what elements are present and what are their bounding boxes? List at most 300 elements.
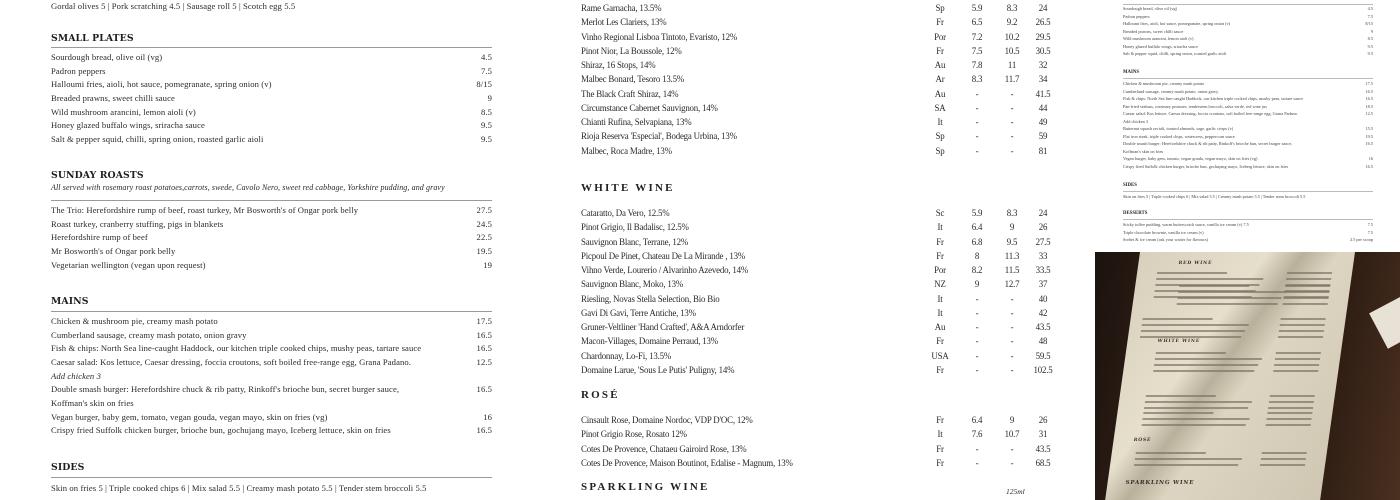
item-name: Koffman's skin on fries [1123, 148, 1164, 154]
bottle-price: 43.5 [1035, 322, 1051, 332]
glass-small: - [975, 457, 979, 468]
photo-price-line [1284, 291, 1329, 293]
item-price: 9 [487, 92, 492, 103]
wine-name: Shiraz, 16 Stops, 14% [581, 60, 656, 70]
wine-row [581, 1, 1061, 15]
menu-item [51, 51, 492, 65]
menu-item [1123, 103, 1373, 111]
glass-large: 9 [1009, 222, 1015, 233]
item-price: 18.5 [1365, 103, 1373, 109]
bottle-price: 33 [1038, 250, 1048, 261]
glass-small: 6.5 [971, 17, 983, 28]
photo-text-line [1141, 330, 1245, 332]
wine-row [581, 72, 1061, 86]
menu-item [51, 370, 492, 384]
wine-name: Vihno Verde, Lourerio / Alvarinho Azevedo, 14% [581, 265, 749, 275]
menu-item [51, 342, 492, 356]
photo-text-line [1153, 370, 1254, 372]
glass-small: - [975, 145, 979, 156]
sunday-roasts-subtitle: All served with rosemary roast potatoes,carrots, swede, Cavolo Nero, sweet red cabbage, Yorkshire pudding, and gravy [51, 183, 445, 192]
bottle-price: 30.5 [1035, 45, 1051, 56]
glass-small: 7.6 [971, 429, 983, 440]
menu-item [1123, 80, 1373, 88]
sides-line: Skin on fries 5 | Triple cooked chips 6 | Mix salad 5.5 | Creamy mash potato 5.5 | Tender stem broccoli 5.5 [51, 483, 427, 493]
item-price: 17.5 [1365, 81, 1373, 86]
country: Sp [935, 3, 945, 13]
wine-name: Rame Garnacha, 13.5% [581, 3, 662, 13]
wine-row [581, 306, 1061, 320]
photo-text-line [1142, 418, 1249, 420]
item-name: Sourdough bread, olive oil (vg) [1123, 6, 1178, 11]
photo-price-line [1270, 395, 1315, 397]
menu-item [1123, 35, 1373, 43]
wine-row [581, 101, 1061, 115]
wine-name: Vinho Regional Lisboa Tintoto, Evaristo, 12% [581, 31, 738, 42]
country: SA [934, 102, 946, 113]
photo-text-line [1142, 324, 1249, 326]
item-name: Add chicken 3 [51, 370, 101, 381]
menu-item [1123, 88, 1373, 96]
country: Au [934, 88, 946, 99]
bottle-price: 42 [1038, 307, 1048, 318]
menu-item [51, 65, 492, 79]
item-name: Sourdough bread, olive oil (vg) [51, 52, 163, 62]
menu-item [51, 329, 492, 343]
item-name: Caesar salad: Kos lettuce, Caesar dressing, foccia croutons, soft boiled free-range egg, Grana Padano. [51, 356, 412, 367]
item-name: Chicken & mushroom pie, creamy mash potato [1123, 81, 1205, 86]
country: Fr [936, 45, 944, 56]
thumb-mains-list [1123, 80, 1373, 170]
rose-heading: ROSÉ [581, 389, 620, 401]
menu-item [51, 106, 492, 120]
photo-price-line [1261, 458, 1306, 460]
divider [51, 311, 492, 312]
menu-item [51, 397, 492, 411]
item-price: 7.5 [1367, 222, 1373, 227]
wine-name: Domaine Larue, 'Sous Le Putis' Puligny, 14% [581, 364, 735, 375]
photo-heading: SPARKLING WINE [1125, 480, 1195, 486]
bottle-price: 27.5 [1035, 236, 1051, 247]
photo-price-line [1276, 352, 1321, 354]
item-name: Flat iron steak, triple cooked chips, watercress, peppercorn sauce [1123, 133, 1235, 139]
photo-heading: WHITE WINE [1157, 339, 1201, 344]
glass-small: - [975, 102, 979, 113]
glass-small: - [975, 322, 979, 332]
bottle-price: 59 [1038, 131, 1048, 142]
glass-small: 5.9 [971, 3, 983, 13]
photo-price-line [1268, 407, 1313, 409]
menu-item [1123, 236, 1373, 244]
glass-large: 9 [1009, 415, 1015, 425]
glass-large: 11.7 [1004, 74, 1020, 85]
glass-small: 8.3 [971, 74, 983, 85]
bottle-price: 43.5 [1035, 443, 1051, 454]
item-price: 8.5 [1367, 36, 1373, 41]
glass-small: - [975, 364, 979, 375]
glass-large: - [1010, 336, 1014, 347]
menu-item [51, 411, 492, 425]
item-name: Triple chocolate brownie, vanilla ice cream (v) [1123, 229, 1204, 235]
country: Fr [936, 250, 944, 261]
glass-large: - [1010, 307, 1014, 318]
country: Fr [936, 236, 944, 247]
photo-text-line [1179, 285, 1249, 287]
item-name: Herefordshire rump of beef [51, 232, 148, 243]
glass-large: 8.3 [1006, 208, 1018, 218]
item-price: 12.5 [476, 356, 492, 367]
glass-large: - [1010, 145, 1014, 156]
item-price: 15.5 [1365, 126, 1373, 131]
menu-item [1123, 50, 1373, 58]
country: Fr [936, 17, 944, 28]
glass-small: - [975, 443, 979, 454]
menu-item [51, 119, 492, 133]
glass-small: - [975, 307, 979, 318]
item-name: Double smash burger: Herefordshire chuck & rib patty, Rinkoff's brioche bun, secret burger sauce, [51, 384, 400, 395]
country: It [937, 307, 943, 318]
photo-heading: ROSÉ [1133, 438, 1152, 443]
item-price: 16.5 [476, 329, 492, 340]
menu-item [1123, 125, 1373, 133]
glass-large: 11 [1007, 60, 1017, 70]
item-price: 8/15 [1365, 21, 1373, 26]
wine-name: Merlot Les Clariers, 13% [581, 17, 667, 28]
item-name: Cumberland sausage, creamy mash potato, onion gravy [51, 329, 247, 340]
item-price: 16.5 [476, 384, 492, 395]
country: Fr [936, 443, 944, 454]
wine-name: Gruner-Veltliner 'Hand Crafted', A&A Arndorfer [581, 322, 745, 332]
wine-row [581, 456, 1061, 470]
menu-item [51, 424, 492, 438]
wine-row [581, 263, 1061, 277]
item-price: 12.5 [1365, 111, 1373, 116]
glass-large: - [1010, 293, 1014, 304]
wine-name: Cotes De Provence, Chataeu Gairoird Rose, 13% [581, 443, 747, 454]
photo-text-line [1140, 336, 1241, 338]
wine-row [581, 206, 1061, 220]
glass-small: 8 [974, 250, 980, 261]
item-price: 9.5 [480, 120, 492, 131]
photo-text-line [1156, 352, 1226, 354]
item-name: Sticky toffee pudding, warm butterscotch sauce, vanilla ice cream (v) 7.5 [1123, 222, 1249, 227]
mains-list [51, 315, 492, 438]
wine-name: Malbec Bonard, Tesoro 13.5% [581, 74, 685, 85]
item-price: 8/15 [476, 79, 492, 90]
menu-item [1123, 155, 1373, 163]
photo-text-line [1142, 424, 1246, 426]
wine-row [581, 320, 1061, 334]
bottle-price: 26 [1038, 415, 1048, 425]
wine-row [581, 58, 1061, 72]
glass-large: 10.2 [1004, 31, 1020, 42]
glass-small: - [975, 131, 979, 142]
mains-heading: MAINS [51, 296, 89, 307]
glass-large: 9.2 [1006, 17, 1018, 28]
menu-item [51, 78, 492, 92]
menu-item [1123, 118, 1373, 126]
bottle-price: 31 [1038, 429, 1048, 440]
item-price: 16 [1368, 156, 1373, 161]
divider [51, 477, 492, 478]
small-plates-heading: SMALL PLATES [51, 33, 134, 44]
bottle-price: 33.5 [1035, 265, 1051, 275]
wine-row [581, 277, 1061, 291]
menu-item [1123, 140, 1373, 148]
photo-price-line [1269, 401, 1314, 403]
thumb-desserts-heading: DESSERTS [1123, 211, 1148, 216]
menu-item [1123, 13, 1373, 21]
wine-row [581, 349, 1061, 363]
photo-price-line [1266, 418, 1311, 420]
bottle-price: 34 [1038, 74, 1048, 85]
item-name: Halloumi fries, aioli, hot sauce, pomegranate, spring onion (v) [1123, 21, 1231, 26]
divider [1123, 78, 1373, 79]
wine-row [581, 30, 1061, 44]
glass-large: 11.3 [1004, 250, 1020, 261]
item-price: 16.5 [1365, 88, 1373, 94]
wine-name: Pinot Nior, La Boussole, 12% [581, 45, 682, 56]
photo-price-line [1280, 324, 1325, 326]
glass-large: - [1010, 443, 1014, 454]
wine-name: Picpoul De Pinet, Chateau De La Mirande , 13% [581, 250, 746, 261]
menu-item [51, 315, 492, 329]
paper-card [1369, 285, 1400, 348]
bottle-price: 48 [1038, 336, 1048, 347]
bottle-price: 24 [1038, 3, 1048, 13]
item-name: Vegan burger, baby gem, tomato, vegan gouda, vegan mayo, skin on fries (vg) [51, 411, 328, 422]
glass-small: - [975, 336, 979, 347]
photo-text-line [1156, 278, 1263, 280]
menu-item [51, 204, 492, 218]
glass-large: - [1010, 364, 1014, 375]
item-name: Caesar salad: Kos lettuce, Caesar dressing, foccia croutons, soft boiled free-range egg, Grana Padano. [1123, 111, 1298, 116]
glass-small: 6.4 [971, 222, 983, 233]
wine-row [581, 115, 1061, 129]
wine-name: Cotes De Provence, Maison Boutinot, Edalise - Magnum, 13% [581, 457, 793, 468]
wine-name: The Black Craft Shiraz, 14% [581, 88, 679, 99]
wine-row [581, 442, 1061, 456]
wine-name: Cinsault Rose, Domaine Nordoc, VDP D'OC, 12% [581, 415, 753, 425]
glass-large: - [1010, 88, 1014, 99]
item-price: 9.5 [480, 133, 492, 144]
bottle-price: 41.5 [1035, 88, 1051, 99]
photo-price-line [1262, 452, 1307, 454]
divider [1123, 219, 1373, 220]
item-name: Halloumi fries, aioli, hot sauce, pomegranate, spring onion (v) [51, 79, 272, 90]
country: Ar [935, 74, 945, 85]
item-name: Koffman's skin on fries [51, 397, 134, 408]
item-price: 4.5 [480, 52, 492, 62]
item-name: Double smash burger: Herefordshire chuck & rib patty, Rinkoff's brioche bun, secret burger sauce, [1123, 141, 1293, 146]
menu-item [51, 383, 492, 397]
glass-large: - [1010, 457, 1014, 468]
country: It [937, 222, 943, 233]
bottle-price: 81 [1038, 145, 1048, 156]
wine-name: Sauvignon Blanc, Terrane, 12% [581, 236, 689, 247]
bottle-price: 44 [1038, 102, 1048, 113]
photo-text-line [1178, 291, 1285, 293]
item-name: The Trio: Herefordshire rump of beef, roast turkey, Mr Bosworth's of Ongar pork belly [51, 205, 359, 215]
glass-small: 5.9 [971, 208, 983, 218]
photo-text-line [1146, 395, 1216, 397]
photo-text-line [1134, 464, 1238, 466]
photo-text-line [1155, 358, 1262, 360]
country: Fr [936, 336, 944, 347]
menu-item [1123, 5, 1373, 13]
item-name: Crispy fried Suffolk chicken burger, brioche bun, gochujang mayo, Iceberg lettuce, skin on fries [51, 425, 391, 436]
thumb-desserts-list [1123, 221, 1373, 244]
glass-large: - [1010, 350, 1014, 361]
photo-price-line [1281, 318, 1326, 320]
menu-item [1123, 148, 1373, 156]
glass-small: 8.2 [971, 265, 983, 275]
wine-row [581, 413, 1061, 427]
menu-item [1123, 43, 1373, 51]
menu-item [1123, 229, 1373, 237]
photo-text-line [1144, 407, 1248, 409]
menu-item [51, 245, 492, 259]
item-name: Salt & pepper squid, chilli, spring onion, roasted garlic aioli [1123, 51, 1227, 56]
photo-text-line [1177, 303, 1278, 305]
item-price: 27.5 [476, 205, 492, 215]
glass-large: - [1010, 131, 1014, 142]
item-name: Roast turkey, cranberry stuffing, pigs in blankets [51, 218, 224, 229]
country: Fr [936, 364, 944, 375]
glass-large: 10.5 [1004, 45, 1020, 56]
glass-size-label: 125ml [1006, 487, 1025, 496]
wine-row [581, 292, 1061, 306]
country: Au [934, 60, 946, 70]
photo-price-line [1283, 297, 1328, 299]
country: Au [934, 322, 946, 332]
menu-item [1123, 28, 1373, 36]
glass-small: 6.4 [971, 415, 983, 425]
country: Sp [935, 145, 945, 156]
wine-name: Cataratto, Da Vero, 12.5% [581, 208, 670, 218]
wine-name: Chianti Rufina, Selvapiana, 13% [581, 117, 692, 127]
photo-text-line [1157, 272, 1227, 274]
item-price: 4.5 [1367, 6, 1373, 11]
item-name: Salt & pepper squid, chilli, spring onion, roasted garlic aioli [51, 133, 264, 144]
item-price: 16.5 [476, 425, 492, 436]
photo-price-line [1260, 464, 1305, 466]
wine-row [581, 235, 1061, 249]
nibbles-line: Gordal olives 5 | Pork scratching 4.5 | Sausage roll 5 | Scotch egg 5.5 [51, 1, 296, 11]
wine-row [581, 220, 1061, 234]
country: Por [934, 31, 946, 42]
glass-large: - [1010, 322, 1014, 332]
wine-row [581, 427, 1061, 441]
photo-text-line [1177, 297, 1281, 299]
bottle-price: 32 [1038, 60, 1048, 70]
sunday-roasts-list [51, 204, 492, 272]
thumb-small-plates-list [1123, 5, 1373, 58]
wine-row [581, 334, 1061, 348]
country: It [937, 429, 943, 440]
menu-item [51, 356, 492, 370]
divider [51, 200, 492, 201]
item-price: 22.5 [476, 232, 492, 243]
menu-item [51, 92, 492, 106]
glass-small: 9 [974, 279, 980, 290]
item-name: Honey glazed buffalo wings, sriracha sauce [51, 120, 205, 131]
wine-name: Circumstance Cabernet Sauvignon, 14% [581, 102, 718, 113]
country: Fr [936, 457, 944, 468]
item-name: Honey glazed buffalo wings, sriracha sauce [1123, 43, 1198, 49]
paper-menu [1103, 252, 1355, 500]
menu-item [51, 231, 492, 245]
bottle-price: 26.5 [1035, 17, 1051, 28]
photo-price-line [1266, 424, 1311, 426]
country: Por [934, 265, 946, 275]
bottle-price: 26 [1038, 222, 1048, 233]
country: NZ [934, 279, 946, 290]
item-name: Vegan burger, baby gem, tomato, vegan gouda, vegan mayo, skin on fries (vg) [1123, 156, 1258, 161]
glass-small: 7.5 [971, 45, 983, 56]
country: It [937, 293, 943, 304]
photo-price-line [1285, 285, 1330, 287]
wine-row [581, 87, 1061, 101]
bottle-price: 24 [1038, 208, 1048, 218]
photo-text-line [1145, 401, 1252, 403]
photo-price-line [1286, 278, 1331, 280]
divider [1123, 191, 1373, 192]
menu-item [1123, 95, 1373, 103]
glass-small: 6.8 [971, 236, 983, 247]
wine-name: Rioja Reserva 'Especial', Bodega Urbina, 13% [581, 131, 737, 142]
bottle-price: 40 [1038, 293, 1048, 304]
bottle-price: 68.5 [1035, 457, 1051, 468]
glass-small: 7.8 [971, 60, 983, 70]
wine-name: Macon-Villages, Domaine Perraud, 13% [581, 336, 718, 347]
item-price: 19 [483, 259, 492, 270]
menu-item [51, 133, 492, 147]
item-price: 7.5 [1367, 229, 1373, 235]
item-name: Add chicken 3 [1123, 118, 1149, 124]
white-wine-heading: WHITE WINE [581, 182, 675, 194]
glass-large: - [1010, 117, 1014, 127]
item-name: Fish & chips: North Sea line-caught Haddock, our kitchen triple cooked chips, mushy peas, tartare sauce [51, 343, 422, 354]
item-name: Cumberland sausage, creamy mash potato, onion gravy [1123, 88, 1219, 94]
country: Sc [935, 208, 945, 218]
wine-row [581, 44, 1061, 58]
item-name: Breaded prawns, sweet chilli sauce [1123, 28, 1184, 34]
item-price: 19.5 [1365, 133, 1373, 139]
sides-heading: SIDES [51, 462, 85, 473]
glass-small: 7.2 [971, 31, 983, 42]
glass-large: 10.7 [1004, 429, 1020, 440]
menu-item [51, 218, 492, 232]
item-name: Sorbet & ice cream (ask your waiter for flavours) [1123, 237, 1208, 242]
bottle-price: 59.5 [1035, 350, 1051, 361]
glass-large: 8.3 [1006, 3, 1018, 13]
country: Sp [935, 131, 945, 142]
thumb-mains-heading: MAINS [1123, 70, 1139, 75]
photo-price-line [1279, 330, 1324, 332]
wine-row [581, 249, 1061, 263]
glass-small: - [975, 88, 979, 99]
item-price: 16.5 [1365, 163, 1373, 169]
photo-price-line [1267, 412, 1312, 414]
bottle-price: 102.5 [1033, 364, 1053, 375]
item-name: Padron peppers [1123, 13, 1150, 19]
item-price: 9.5 [1367, 43, 1373, 49]
photo-price-line [1273, 370, 1318, 372]
wine-row [581, 144, 1061, 158]
photo-text-line [1135, 458, 1242, 460]
item-name: Wild mushroom arancini, lemon aioli (v) [51, 106, 196, 117]
glass-large: 11.5 [1004, 265, 1020, 275]
